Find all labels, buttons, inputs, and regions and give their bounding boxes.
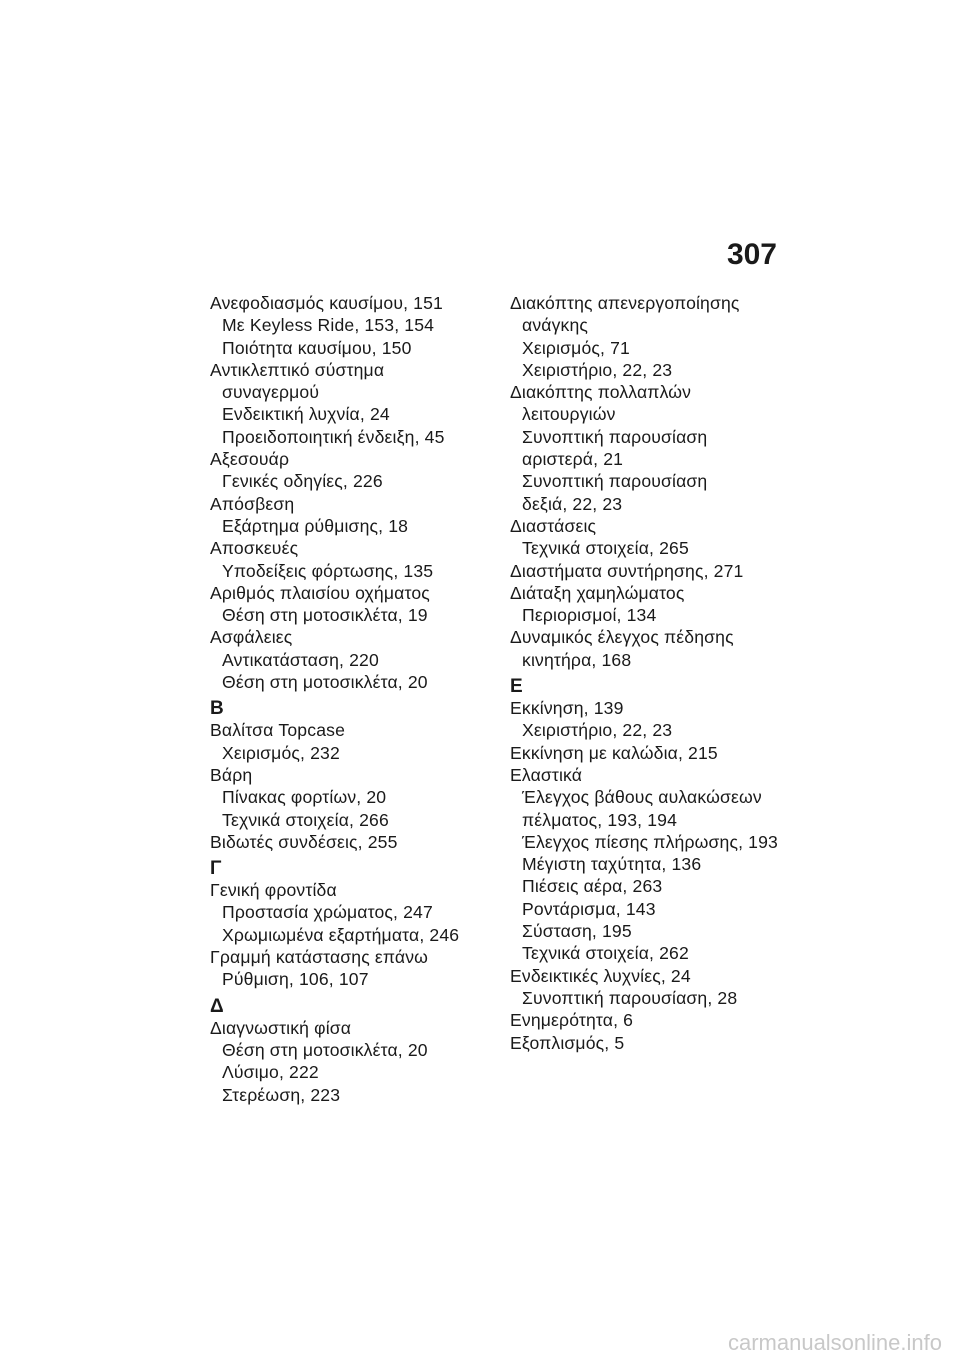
index-subentry: Λύσιμο, 222: [222, 1062, 319, 1083]
index-subentry: Ενδεικτική λυχνία, 24: [222, 404, 390, 425]
index-subentry: Ποιότητα καυσίμου, 150: [222, 337, 412, 358]
index-subentry: Τεχνικά στοιχεία, 266: [222, 809, 389, 830]
index-entry: Διαστήματα συντήρησης, 271: [510, 560, 744, 581]
index-subentry: Συνοπτική παρουσίαση: [522, 426, 708, 447]
index-entry: Αποσκευές: [210, 538, 299, 559]
index-entry: Διακόπτης απενεργοποίησης: [510, 293, 740, 313]
index-column-left: [210, 292, 490, 1106]
index-subentry: Έλεγχος βάθους αυλακώσεων: [522, 787, 762, 808]
index-entry: Γραμμή κατάστασης επάνω: [210, 947, 429, 968]
index-section-letter: Γ: [210, 858, 222, 880]
page-number: 307: [726, 238, 777, 271]
index-subentry: ανάγκης: [522, 315, 589, 336]
index-subentry: Αντικατάσταση, 220: [222, 649, 379, 670]
index-section-letter: Δ: [210, 995, 224, 1017]
index-subentry: Ρύθμιση, 106, 107: [222, 969, 369, 990]
index-entry: Δυναμικός έλεγχος πέδησης: [510, 627, 734, 648]
index-subentry: Σύσταση, 195: [522, 921, 632, 942]
index-subentry: Πιέσεις αέρα, 263: [522, 876, 663, 897]
index-entry: Βάρη: [210, 764, 253, 785]
index-entry: Βαλίτσα Topcase: [210, 720, 346, 741]
index-entry: Διαγνωστική φίσα: [210, 1017, 352, 1038]
index-entry: Εκκίνηση, 139: [510, 698, 624, 719]
index-subentry: Συνοπτική παρουσίαση, 28: [522, 987, 738, 1008]
index-entry: Διάταξη χαμηλώματος: [510, 582, 685, 603]
index-subentry: Με Keyless Ride, 153, 154: [222, 315, 435, 336]
index-entry: Διακόπτης πολλαπλών: [510, 382, 692, 403]
index-entry: Εξοπλισμός, 5: [510, 1032, 625, 1053]
index-subentry: Θέση στη μοτοσικλέτα, 19: [222, 605, 428, 626]
index-subentry: συναγερμού: [222, 382, 320, 403]
index-entry: Ασφάλειες: [210, 627, 293, 648]
index-entry: Ενημερότητα, 6: [510, 1010, 634, 1031]
index-subentry: Ροντάρισμα, 143: [522, 898, 656, 919]
index-subentry: Εξάρτημα ρύθμισης, 18: [222, 515, 409, 536]
index-entry: Ενδεικτικές λυχνίες, 24: [510, 965, 691, 986]
index-entry: Ανεφοδιασμός καυσίμου, 151: [210, 293, 443, 313]
index-subentry: Μέγιστη ταχύτητα, 136: [522, 854, 702, 875]
index-entry: Γενική φροντίδα: [210, 880, 337, 901]
index-subentry: Χειριστήριο, 22, 23: [522, 359, 673, 380]
index-subentry: Γενικές οδηγίες, 226: [222, 471, 383, 492]
watermark-footer[interactable]: carmanualsonline.info: [727, 1330, 942, 1355]
index-entry: Αντικλεπτικό σύστημα: [210, 359, 385, 380]
index-subentry: Έλεγχος πίεσης πλήρωσης, 193: [522, 831, 778, 852]
index-section-letter: Ε: [510, 676, 523, 698]
index-subentry: Πίνακας φορτίων, 20: [222, 787, 387, 808]
index-entry: Απόσβεση: [210, 493, 295, 514]
index-subentry: Τεχνικά στοιχεία, 265: [522, 538, 689, 559]
index-entry: Αξεσουάρ: [210, 449, 290, 470]
index-subentry: δεξιά, 22, 23: [522, 493, 623, 514]
index-subentry: Τεχνικά στοιχεία, 262: [522, 943, 689, 964]
index-subentry: Θέση στη μοτοσικλέτα, 20: [222, 1039, 428, 1060]
index-subentry: Χειριστήριο, 22, 23: [522, 720, 673, 741]
index-column-right: [510, 292, 790, 1054]
index-subentry: λειτουργιών: [522, 404, 616, 425]
index-subentry: Υποδείξεις φόρτωσης, 135: [222, 560, 434, 581]
index-subentry: κινητήρα, 168: [522, 649, 632, 670]
index-subentry: πέλματος, 193, 194: [522, 809, 678, 830]
index-subentry: Θέση στη μοτοσικλέτα, 20: [222, 672, 428, 693]
index-subentry: Χρωμιωμένα εξαρτήματα, 246: [222, 924, 460, 945]
index-subentry: Χειρισμός, 232: [222, 742, 340, 763]
index-subentry: αριστερά, 21: [522, 449, 624, 470]
index-subentry: Προειδοποιητική ένδειξη, 45: [222, 426, 445, 447]
index-subentry: Στερέωση, 223: [222, 1084, 341, 1105]
index-subentry: Περιορισμοί, 134: [522, 605, 657, 626]
index-subentry: Χειρισμός, 71: [522, 337, 630, 358]
index-entry: Ελαστικά: [510, 764, 583, 785]
index-section-letter: Β: [210, 698, 224, 720]
index-subentry: Προστασία χρώματος, 247: [222, 902, 433, 923]
index-entry: Διαστάσεις: [510, 515, 597, 536]
index-entry: Εκκίνηση με καλώδια, 215: [510, 742, 718, 763]
index-entry: Βιδωτές συνδέσεις, 255: [210, 831, 398, 852]
index-subentry: Συνοπτική παρουσίαση: [522, 471, 708, 492]
index-entry: Αριθμός πλαισίου οχήματος: [210, 582, 430, 603]
